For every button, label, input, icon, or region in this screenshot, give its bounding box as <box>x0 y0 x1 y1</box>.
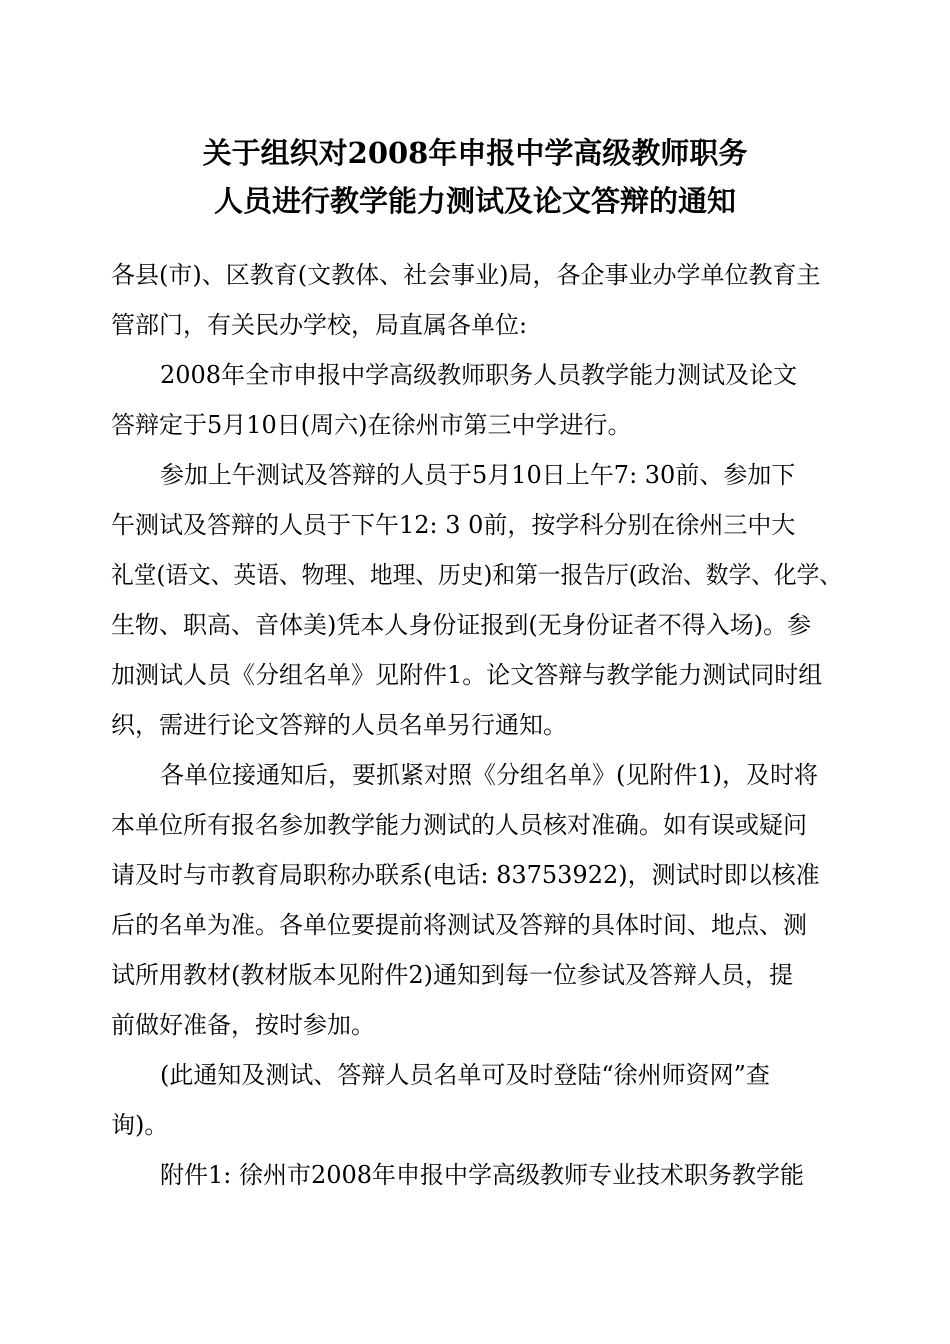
body-line-4: 答辩定于5月10日(周六)在徐州市第三中学进行。 <box>111 411 632 439</box>
document-title-line-2: 人员进行教学能力测试及论文答辩的通知 <box>213 184 736 218</box>
body-line-5: 参加上午测试及答辩的人员于5月10日上午7: 30前、参加下 <box>160 461 796 489</box>
body-line-15: 试所用教材(教材版本见附件2)通知到每一位参试及答辩人员，提 <box>111 961 793 989</box>
body-line-13: 请及时与市教育局职称办联系(电话: 83753922)，测试时即以核准 <box>111 861 820 889</box>
body-line-10: 织，需进行论文答辩的人员名单另行通知。 <box>111 711 567 739</box>
body-line-9: 加测试人员《分组名单》见附件1。论文答辩与教学能力测试同时组 <box>111 661 823 689</box>
body-line-14: 后的名单为准。各单位要提前将测试及答辩的具体时间、地点、测 <box>111 911 807 939</box>
document-title-line-1: 关于组织对2008年申报中学高级教师职务 <box>202 136 748 170</box>
body-line-3: 2008年全市申报中学高级教师职务人员教学能力测试及论文 <box>160 361 798 389</box>
body-line-1: 各县(市)、区教育(文教体、社会事业)局，各企事业办学单位教育主 <box>111 261 821 289</box>
body-line-8: 生物、职高、音体美)凭本人身份证报到(无身份证者不得入场)。参 <box>111 611 812 639</box>
body-line-18: 询)。 <box>111 1111 169 1139</box>
body-line-17: (此通知及测试、答辩人员名单可及时登陆“徐州师资网”查 <box>160 1061 770 1089</box>
body-line-7: 礼堂(语文、英语、物理、地理、历史)和第一报告厅(政治、数学、化学、 <box>111 561 843 589</box>
body-line-6: 午测试及答辩的人员于下午12: 3 0前，按学科分别在徐州三中大 <box>111 511 796 539</box>
body-line-16: 前做好准备，按时参加。 <box>111 1011 375 1039</box>
body-line-12: 本单位所有报名参加教学能力测试的人员核对准确。如有误或疑问 <box>111 811 807 839</box>
body-line-19: 附件1: 徐州市2008年申报中学高级教师专业技术职务教学能 <box>160 1161 805 1189</box>
body-line-11: 各单位接通知后，要抓紧对照《分组名单》(见附件1)，及时将 <box>160 761 818 789</box>
body-line-2: 管部门，有关民办学校，局直属各单位: <box>111 311 528 339</box>
